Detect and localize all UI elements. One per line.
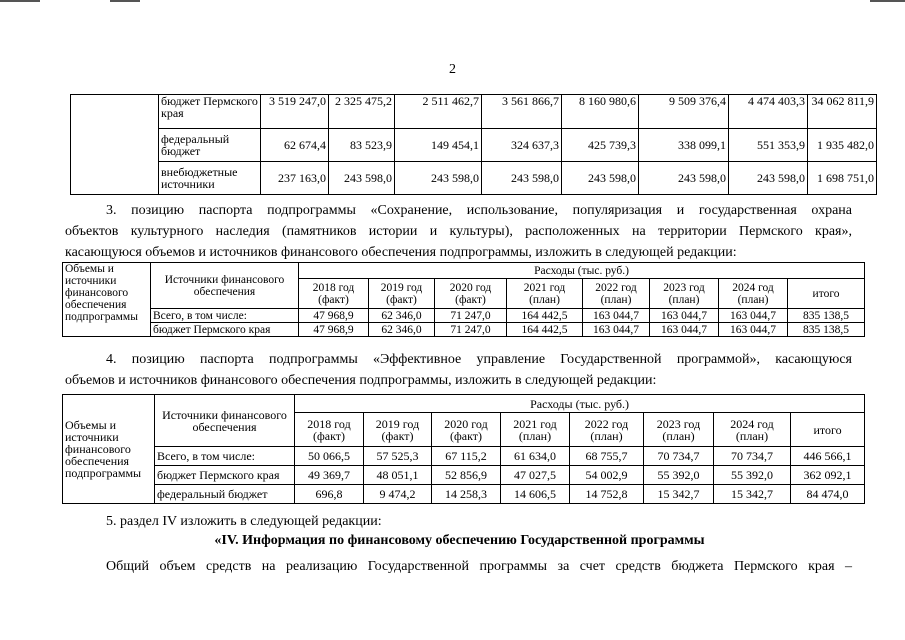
top-border-mid (110, 0, 140, 2)
row-label: бюджет Пермского края (151, 323, 299, 337)
year-header: 2020 год (факт) (432, 413, 501, 447)
table-row (71, 129, 877, 162)
total-header: итого (788, 279, 865, 309)
value-cell: 446 566,1 (791, 447, 865, 466)
row-label: Всего, в том числе: (155, 447, 295, 466)
row-label: бюджет Пермского края (159, 95, 261, 129)
value-cell: 48 051,1 (364, 466, 432, 485)
value-cell: 163 044,7 (719, 309, 788, 323)
value-cell: 2 325 475,2 (329, 95, 395, 129)
value-cell: 70 734,7 (644, 447, 714, 466)
value-cell: 62 346,0 (369, 309, 435, 323)
value-cell: 362 092,1 (791, 466, 865, 485)
value-cell: 71 247,0 (435, 309, 507, 323)
row-label: федеральный бюджет (155, 485, 295, 504)
value-cell: 835 138,5 (788, 323, 865, 337)
value-cell: 54 002,9 (570, 466, 644, 485)
value-cell: 67 115,2 (432, 447, 501, 466)
year-header: 2022 год (план) (583, 279, 650, 309)
table-subprogram-program-management (62, 394, 865, 504)
paragraph-line: объемов и источников финансового обеспечения подпрограммы, изложить в следующей редакции: (65, 373, 657, 388)
year-header: 2019 год (факт) (369, 279, 435, 309)
value-cell: 163 044,7 (583, 323, 650, 337)
value-cell: 243 598,0 (562, 162, 639, 195)
table-row (63, 323, 865, 337)
value-cell: 61 634,0 (501, 447, 570, 466)
table-header-row (63, 263, 865, 279)
value-cell: 243 598,0 (729, 162, 808, 195)
year-header: 2022 год (план) (570, 413, 644, 447)
year-header: 2018 год (факт) (299, 279, 369, 309)
value-cell: 551 353,9 (729, 129, 808, 162)
table-row (63, 485, 865, 504)
expenses-header: Расходы (тыс. руб.) (295, 395, 865, 413)
paragraph-5: 5. раздел IV изложить в следующей редакции: (106, 514, 382, 529)
year-header: 2024 год (план) (714, 413, 791, 447)
year-header: 2021 год (план) (501, 413, 570, 447)
value-cell: 163 044,7 (719, 323, 788, 337)
value-cell: 696,8 (295, 485, 364, 504)
value-cell: 57 525,3 (364, 447, 432, 466)
empty-cell (71, 95, 159, 195)
row-label: Всего, в том числе: (151, 309, 299, 323)
table-row (71, 162, 877, 195)
top-border-right (870, 0, 905, 2)
value-cell: 62 674,4 (261, 129, 329, 162)
top-border-left (0, 0, 40, 2)
volumes-label: Объемы и источники финансового обеспечения подпрограммы (63, 395, 155, 504)
paragraph-4 (65, 349, 852, 391)
value-cell: 1 935 482,0 (808, 129, 877, 162)
value-cell: 8 160 980,6 (562, 95, 639, 129)
value-cell: 47 968,9 (299, 309, 369, 323)
value-cell: 3 561 866,7 (482, 95, 562, 129)
value-cell: 15 342,7 (714, 485, 791, 504)
paragraph-line: касающуюся объемов и источников финансового обеспечения подпрограммы, изложить в следующей редакции: (65, 245, 737, 260)
value-cell: 338 099,1 (639, 129, 729, 162)
value-cell: 14 606,5 (501, 485, 570, 504)
row-label: внебюджетные источники (159, 162, 261, 195)
table-budget-continuation (70, 94, 877, 195)
value-cell: 62 346,0 (369, 323, 435, 337)
section-heading: «IV. Информация по финансовому обеспечению Государственной программы (214, 533, 705, 548)
year-header: 2020 год (факт) (435, 279, 507, 309)
value-cell: 9 509 376,4 (639, 95, 729, 129)
value-cell: 164 442,5 (507, 323, 583, 337)
value-cell: 163 044,7 (650, 323, 719, 337)
table-header-row (63, 395, 865, 413)
value-cell: 70 734,7 (714, 447, 791, 466)
table-row (63, 447, 865, 466)
sources-header: Источники финансового обеспечения (155, 395, 295, 447)
value-cell: 243 598,0 (329, 162, 395, 195)
value-cell: 47 027,5 (501, 466, 570, 485)
paragraph-line: 3. позицию паспорта подпрограммы «Сохранение, использование, популяризация и государственная охрана (106, 203, 852, 218)
value-cell: 55 392,0 (644, 466, 714, 485)
value-cell: 1 698 751,0 (808, 162, 877, 195)
paragraph-line: объектов культурного наследия (памятников истории и культуры), расположенных на территории Пермского края», (65, 224, 852, 239)
value-cell: 52 856,9 (432, 466, 501, 485)
value-cell: 3 519 247,0 (261, 95, 329, 129)
value-cell: 163 044,7 (650, 309, 719, 323)
value-cell: 55 392,0 (714, 466, 791, 485)
year-header: 2019 год (факт) (364, 413, 432, 447)
value-cell: 2 511 462,7 (395, 95, 482, 129)
value-cell: 835 138,5 (788, 309, 865, 323)
value-cell: 149 454,1 (395, 129, 482, 162)
value-cell: 324 637,3 (482, 129, 562, 162)
volumes-label: Объемы и источники финансового обеспечения подпрограммы (63, 263, 151, 337)
year-header: 2023 год (план) (650, 279, 719, 309)
row-label: федеральный бюджет (159, 129, 261, 162)
value-cell: 68 755,7 (570, 447, 644, 466)
sources-header: Источники финансового обеспечения (151, 263, 299, 309)
value-cell: 34 062 811,9 (808, 95, 877, 129)
value-cell: 243 598,0 (639, 162, 729, 195)
value-cell: 15 342,7 (644, 485, 714, 504)
value-cell: 9 474,2 (364, 485, 432, 504)
value-cell: 4 474 403,3 (729, 95, 808, 129)
year-header: 2021 год (план) (507, 279, 583, 309)
row-label: бюджет Пермского края (155, 466, 295, 485)
table-row (63, 466, 865, 485)
paragraph-line: 4. позицию паспорта подпрограммы «Эффективное управление Государственной программой», касающуюся (106, 352, 852, 367)
page-number: 2 (449, 62, 456, 77)
value-cell: 237 163,0 (261, 162, 329, 195)
total-header: итого (791, 413, 865, 447)
value-cell: 243 598,0 (482, 162, 562, 195)
value-cell: 14 258,3 (432, 485, 501, 504)
value-cell: 49 369,7 (295, 466, 364, 485)
table-row (71, 95, 877, 129)
value-cell: 243 598,0 (395, 162, 482, 195)
paragraph-3 (65, 200, 852, 263)
value-cell: 50 066,5 (295, 447, 364, 466)
value-cell: 47 968,9 (299, 323, 369, 337)
value-cell: 164 442,5 (507, 309, 583, 323)
paragraph-last-line: Общий объем средств на реализацию Государственной программы за счет средств бюджета Пермского края – (106, 559, 852, 574)
year-header: 2018 год (факт) (295, 413, 364, 447)
year-header: 2023 год (план) (644, 413, 714, 447)
table-subprogram-cultural-heritage (62, 262, 865, 337)
table-row (63, 309, 865, 323)
value-cell: 14 752,8 (570, 485, 644, 504)
expenses-header: Расходы (тыс. руб.) (299, 263, 865, 279)
value-cell: 163 044,7 (583, 309, 650, 323)
year-header: 2024 год (план) (719, 279, 788, 309)
value-cell: 83 523,9 (329, 129, 395, 162)
value-cell: 425 739,3 (562, 129, 639, 162)
value-cell: 71 247,0 (435, 323, 507, 337)
value-cell: 84 474,0 (791, 485, 865, 504)
